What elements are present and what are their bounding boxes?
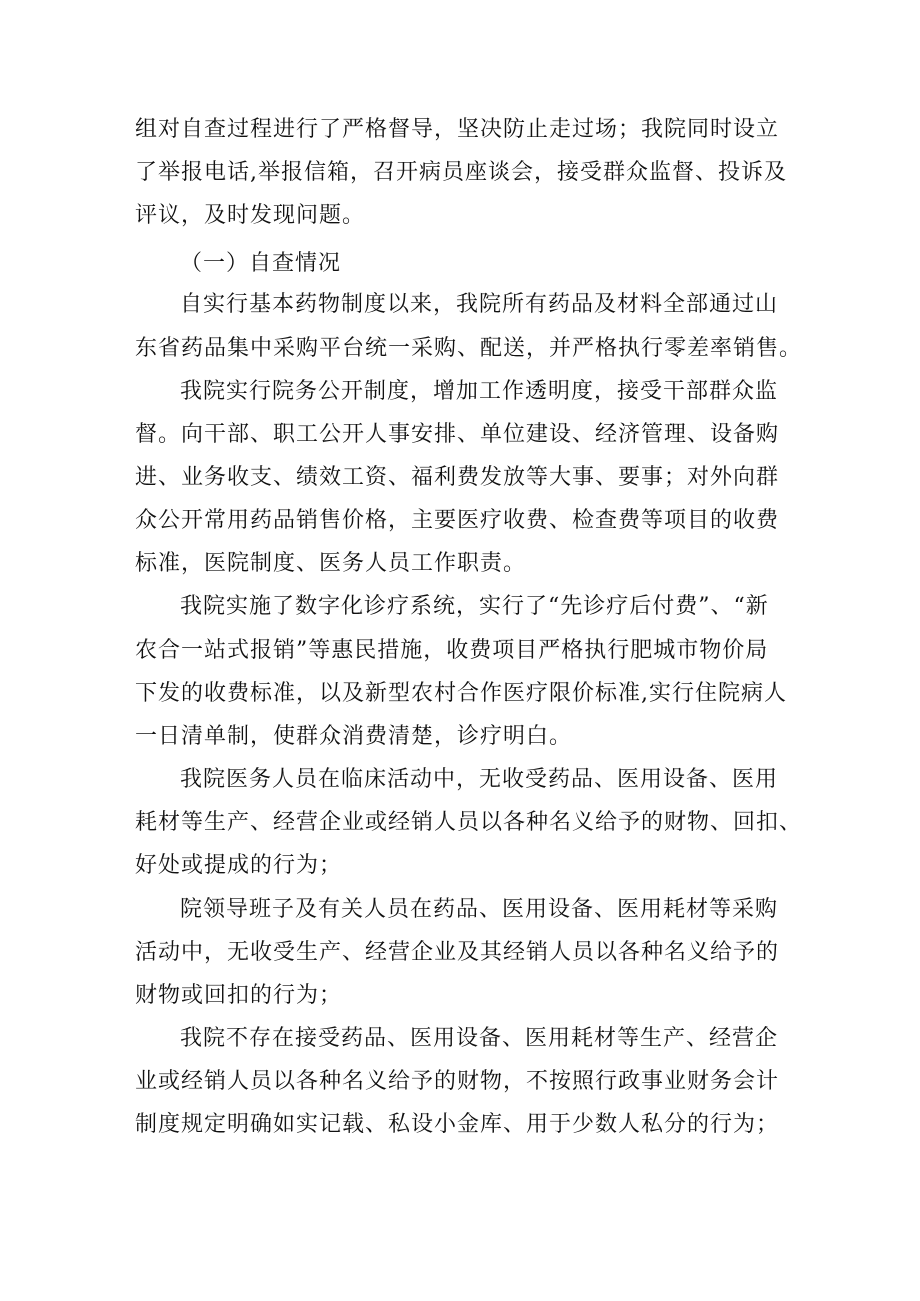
text-line: 进、业务收支、绩效工资、福利费发放等大事、要事；对外向群 — [135, 465, 780, 490]
text-line: 耗材等生产、经营企业或经销人员以各种名义给予的财物、回扣、 — [135, 810, 803, 835]
text-line: 院领导班子及有关人员在药品、医用设备、医用耗材等采购 — [180, 897, 779, 922]
text-line: 我院不存在接受药品、医用设备、医用耗材等生产、经营企 — [180, 1026, 779, 1051]
text-line: 活动中，无收受生产、经营企业及其经销人员以各种名义给予的 — [135, 940, 780, 965]
text-line: 自实行基本药物制度以来，我院所有药品及材料全部通过山 — [180, 292, 779, 317]
text-line: 我院实行院务公开制度，增加工作透明度，接受干部群众监 — [180, 379, 779, 404]
text-line: 我院实施了数字化诊疗系统，实行了“先诊疗后付费”、“新 — [180, 594, 769, 619]
text-line: 业或经销人员以各种名义给予的财物，不按照行政事业财务会计 — [135, 1069, 780, 1094]
text-line: 众公开常用药品销售价格，主要医疗收费、检查费等项目的收费 — [135, 508, 780, 533]
text-line: 一日清单制，使群众消费清楚，诊疗明白。 — [135, 724, 573, 749]
text-line: 东省药品集中采购平台统一采购、配送，并严格执行零差率销售。 — [135, 336, 803, 361]
section-heading: （一）自查情况 — [180, 251, 342, 276]
text-line: 评议，及时发现问题。 — [135, 203, 366, 228]
text-line: 组对自查过程进行了严格督导，坚决防止走过场；我院同时设立 — [135, 117, 780, 142]
text-line: 我院医务人员在临床活动中，无收受药品、医用设备、医用 — [180, 767, 779, 792]
text-line: 标准，医院制度、医务人员工作职责。 — [135, 551, 527, 576]
text-line: 好处或提成的行为； — [135, 853, 343, 878]
text-line: 下发的收费标准，以及新型农村合作医疗限价标准,实行住院病人 — [135, 681, 787, 706]
text-line: 农合一站式报销”等惠民措施，收费项目严格执行肥城市物价局 — [135, 638, 769, 663]
text-line: 督。向干部、职工公开人事安排、单位建设、经济管理、设备购 — [135, 422, 780, 447]
text-line: 制度规定明确如实记载、私设小金库、用于少数人私分的行为； — [135, 1112, 780, 1137]
text-line: 了举报电话,举报信箱，召开病员座谈会，接受群众监督、投诉及 — [135, 160, 787, 185]
text-line: 财物或回扣的行为； — [135, 983, 343, 1008]
